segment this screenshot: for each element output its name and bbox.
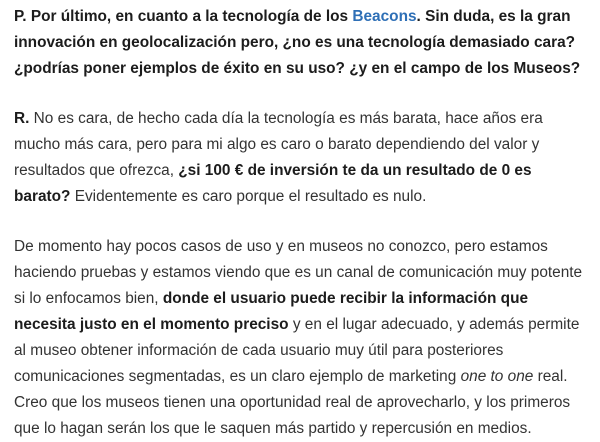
answer-1-tail: Evidentemente es caro porque el resultado es nulo. — [70, 188, 427, 205]
answer-label: R. — [14, 110, 30, 127]
answer-paragraph-2 — [14, 234, 586, 442]
question-rest: . Sin duda, es la gran innovación en geolocalización pero, ¿no es una tecnología demasiado cara? ¿podrías poner ejemplos de éxito en su uso? ¿y en el campo de los Museos? — [14, 8, 581, 77]
answer-paragraph-1 — [14, 106, 586, 210]
answer-2-text-3: real. Creo que los museos tienen una oportunidad real de aprovecharlo, y los primeros que lo hagan serán los que le saquen más partido y repercusión en medios. — [14, 368, 571, 437]
question-lead: P. Por último, en cuanto a la tecnología de los — [14, 8, 353, 25]
answer-2-italic: one to one — [460, 368, 534, 385]
answer-2-text-2: y en el lugar adecuado, y además permite al museo obtener información de cada usuario muy útil para posteriores comunicaciones segmentadas, es un claro ejemplo de marketing — [14, 316, 580, 385]
answer-2-highlight: donde el usuario puede recibir la información que necesita justo en el momento preciso — [14, 290, 529, 333]
interview-question — [14, 4, 586, 82]
answer-1-highlight: ¿si 100 € de inversión te da un resultado de 0 es barato? — [14, 162, 532, 205]
answer-2-text-1: De momento hay pocos casos de uso y en museos no conozco, pero estamos haciendo pruebas y estamos viendo que es un canal de comunicación muy potente si lo enfocamos bien, — [14, 238, 583, 307]
beacons-link[interactable]: Beacons — [352, 8, 417, 25]
answer-1-text: No es cara, de hecho cada día la tecnología es más barata, hace años era mucho más cara, pero para mi algo es caro o barato dependiendo del valor y resultados que ofrezca, — [14, 110, 543, 179]
